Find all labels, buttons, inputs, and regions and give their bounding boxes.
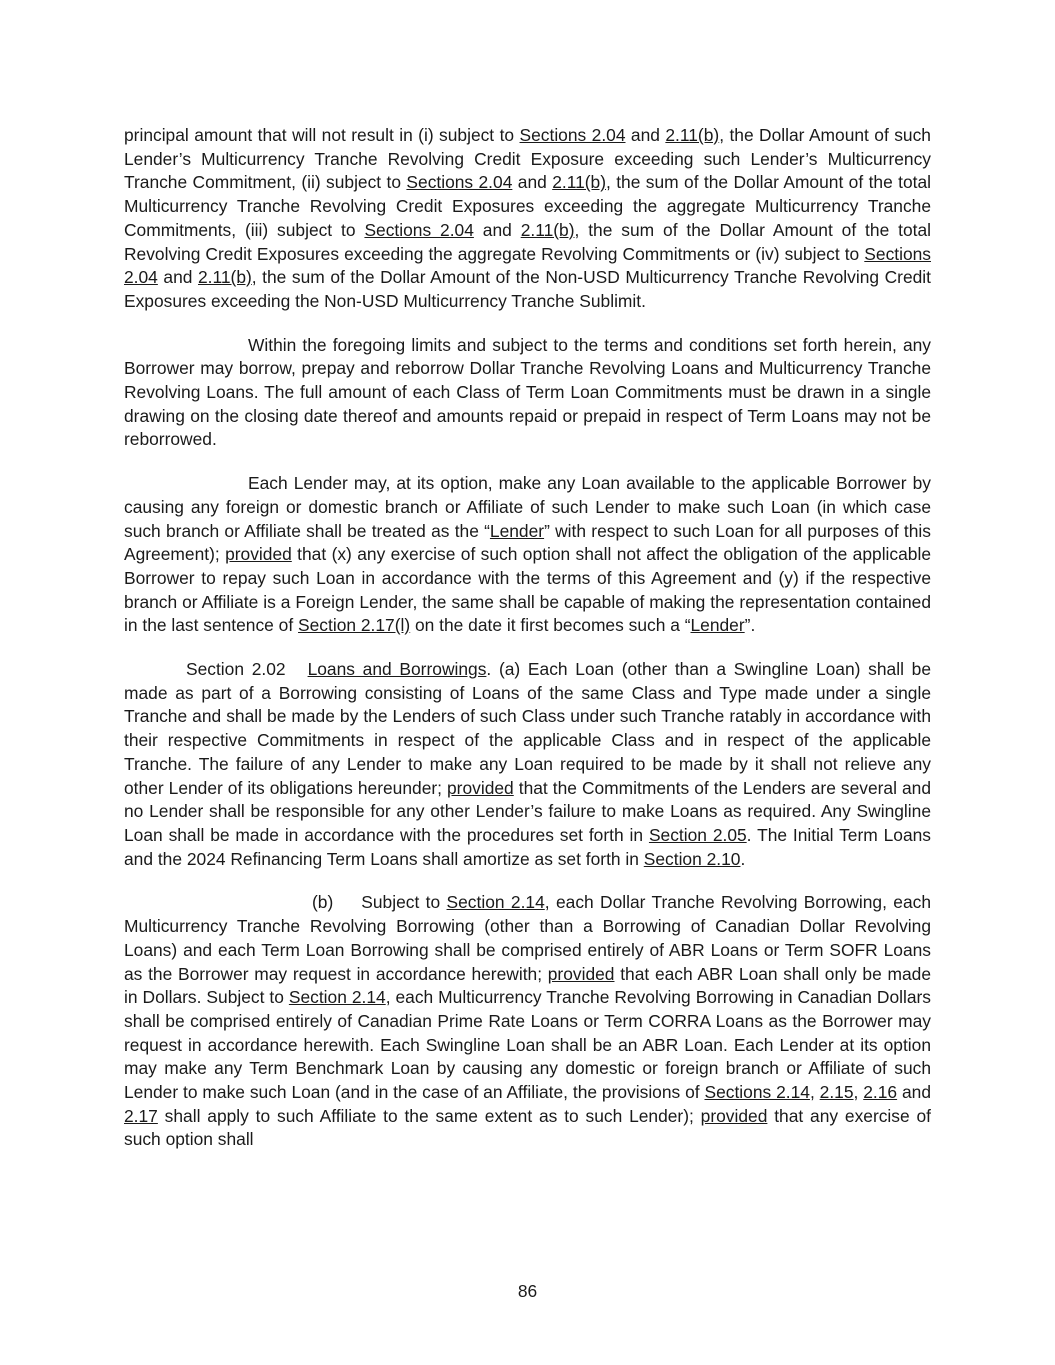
- text: , the sum of the Dollar Amount of the total Revolving Credit Exposures exceeding the aggregate Revolving Commitments or (iv) subject to: [124, 219, 931, 264]
- cross-reference: Sections 2.04: [406, 172, 513, 193]
- paragraph-1: [124, 124, 931, 314]
- cross-reference: 2.11(b): [520, 219, 575, 240]
- defined-term: Lender: [690, 615, 745, 636]
- cross-reference: Sections 2.04: [124, 243, 931, 288]
- cross-reference: Section 2.05: [648, 824, 747, 845]
- defined-term: Lender: [489, 520, 545, 541]
- cross-reference: Sections 2.14: [704, 1082, 810, 1103]
- text: ” with respect to such Loan for all purposes of this Agreement);: [124, 520, 931, 565]
- text: and: [625, 125, 666, 145]
- text: Each Lender may, at its option, make any Loan available to the applicable Borrower by causing any foreign or domestic branch or Affiliate of such Lender to make such Loan (in which case such branch or Affiliate shall be treated as the “: [124, 473, 931, 541]
- text: ,: [853, 1082, 864, 1103]
- text: shall apply to such Affiliate to the same extent as to such Lender);: [157, 1105, 701, 1126]
- text: Within the foregoing limits and subject to the terms and conditions set forth herein, any Borrower may borrow, prepay and reborrow Dollar Tranche Revolving Loans and Multicurrency Tranche Revolving Loans. The full amount of each Class of Term Loan Commitments must be drawn in a single drawing on the closing date thereof and amounts repaid or prepaid in respect of Term Loans may not be reborrowed.: [124, 334, 931, 450]
- cross-reference: Sections 2.04: [364, 219, 474, 240]
- cross-reference: 2.11(b): [665, 125, 720, 145]
- text: that (x) any exercise of such option shall not affect the obligation of the applicable Borrower to repay such Loan in accordance with the terms of this Agreement and (y) if the respective branch or Affiliate is a Foreign Lender, the same shall be capable of making the representation contained in the last sentence of: [124, 544, 931, 636]
- proviso-term: provided: [547, 963, 615, 984]
- cross-reference: Section 2.17(l): [298, 615, 411, 636]
- text: that any exercise of such option shall: [124, 1105, 931, 1150]
- section-2-02-paragraph: [124, 658, 931, 871]
- paragraph-3: [124, 472, 931, 638]
- cross-reference: 2.16: [863, 1082, 898, 1103]
- section-title: Loans and Borrowings: [307, 659, 487, 680]
- proviso-term: provided: [447, 777, 514, 798]
- text: and: [512, 172, 553, 193]
- text: , the sum of the Dollar Amount of the Non-USD Multicurrency Tranche Revolving Credit Exposures exceeding the Non-USD Multicurrency Tranche Sublimit.: [124, 267, 931, 311]
- text: . The Initial Term Loans and the 2024 Refinancing Term Loans shall amortize as set forth in: [124, 824, 931, 869]
- text: Subject to: [361, 892, 447, 913]
- subsection-marker: (b): [312, 892, 334, 913]
- text: . (a) Each Loan (other than a Swingline Loan) shall be made as part of a Borrowing consisting of Loans of the same Class and Type made under a single Tranche and shall be made by the Lenders of such Class under such Tranche ratably in accordance with their respective Commitments in respect of the applicable Class and in respect of the applicable Tranche. The failure of any Lender to make any Loan required to be made by it shall not relieve any other Lender of its obligations hereunder;: [124, 659, 931, 798]
- text: , the sum of the Dollar Amount of the total Multicurrency Tranche Revolving Credit Exposures exceeding the aggregate Multicurrency Tranche Commitments, (iii) subject to: [124, 172, 932, 240]
- text: .: [740, 848, 746, 869]
- cross-reference: Section 2.14: [288, 987, 386, 1008]
- cross-reference: 2.17: [124, 1105, 158, 1126]
- cross-reference: Sections 2.04: [519, 125, 626, 145]
- cross-reference: Section 2.14: [446, 892, 545, 913]
- proviso-term: provided: [225, 544, 292, 565]
- cross-reference: 2.11(b): [197, 267, 252, 288]
- subsection-b-paragraph: [124, 891, 931, 1152]
- cross-reference: Section 2.10: [643, 848, 741, 869]
- cross-reference: 2.11(b): [552, 172, 606, 193]
- text: and: [897, 1082, 931, 1103]
- text: ”.: [744, 615, 756, 636]
- text: , each Dollar Tranche Revolving Borrowing, each Multicurrency Tranche Revolving Borrowing (other than a Borrowing of Canadian Dollar Revolving Loans) and each Term Loan Borrowing shall be comprised entirely of ABR Loans or Term SOFR Loans as the Borrower may request in accordance herewith;: [124, 892, 931, 984]
- cross-reference: 2.15: [819, 1082, 854, 1103]
- text: principal amount that will not result in (i) subject to: [124, 125, 520, 145]
- text: , each Multicurrency Tranche Revolving Borrowing in Canadian Dollars shall be comprised entirely of Canadian Prime Rate Loans or Term CORRA Loans as the Borrower may request in accordance herewith. Each Swingline Loan shall be an ABR Loan. Each Lender at its option may make any Term Benchmark Loan by causing any domestic or foreign branch or Affiliate of such Lender to make such Loan (and in the case of an Affiliate, the provisions of: [124, 987, 931, 1103]
- text: , the Dollar Amount of such Lender’s Multicurrency Tranche Revolving Credit Exposure exceeding such Lender’s Multicurrency Tranche Commitment, (ii) subject to: [124, 125, 931, 193]
- paragraph-2: [124, 334, 931, 453]
- document-body: [124, 124, 931, 1172]
- text: and: [473, 219, 521, 240]
- text: on the date it first becomes such a “: [410, 615, 691, 636]
- proviso-term: provided: [700, 1105, 768, 1126]
- text: ,: [809, 1082, 820, 1103]
- page-number: 86: [517, 1281, 538, 1301]
- text: that the Commitments of the Lenders are several and no Lender shall be responsible for any other Lender’s failure to make Loans as required. Any Swingline Loan shall be made in accordance with the procedures set forth in: [124, 777, 931, 845]
- text: and: [157, 267, 198, 288]
- text: that each ABR Loan shall only be made in Dollars. Subject to: [124, 963, 931, 1008]
- section-number: Section 2.02: [186, 659, 286, 680]
